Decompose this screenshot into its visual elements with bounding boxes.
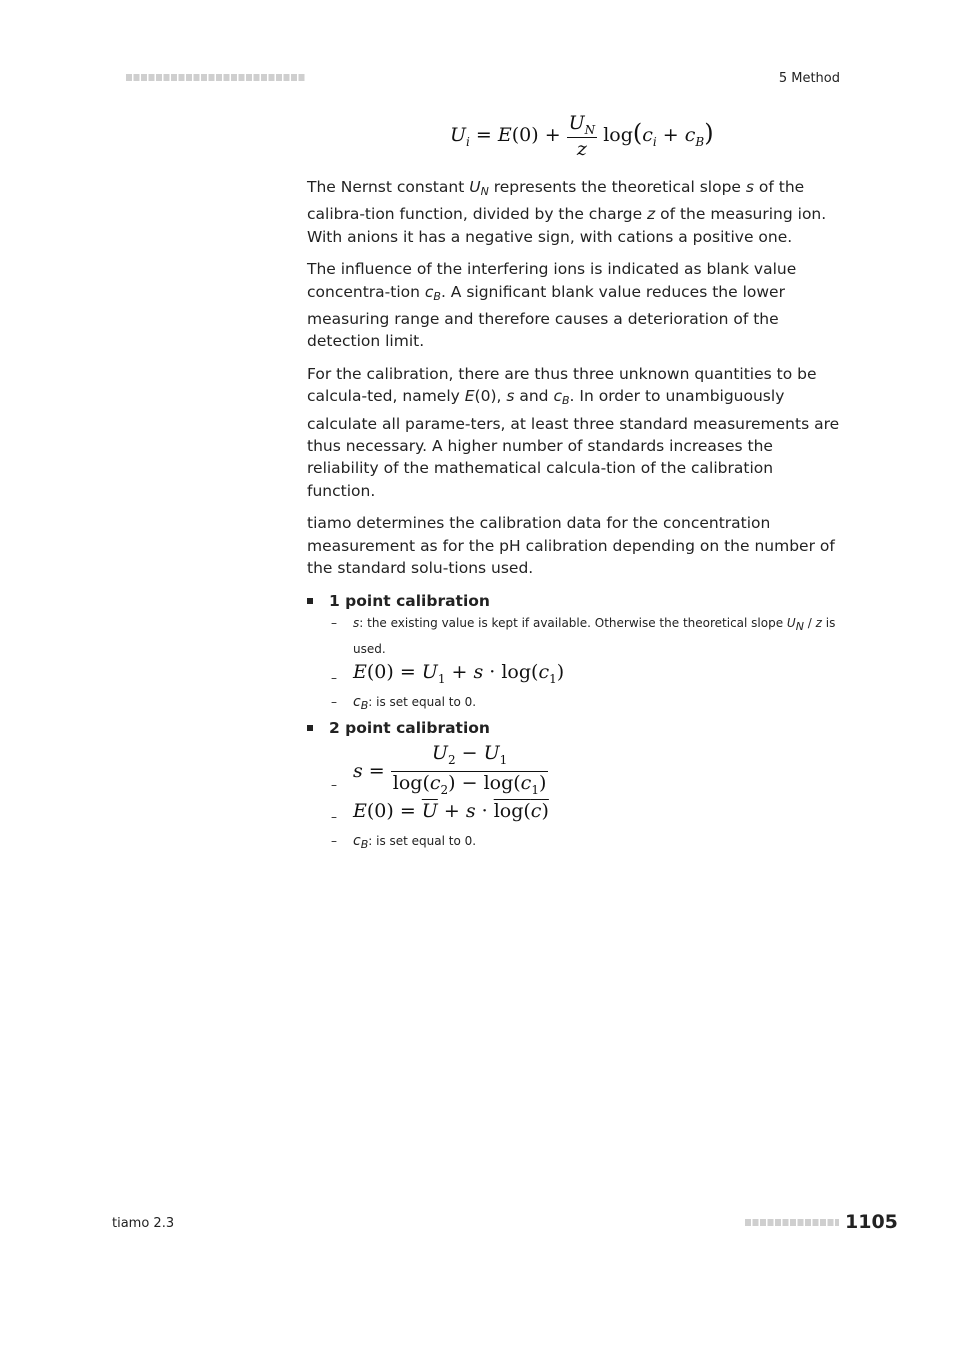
dash-icon: – <box>331 809 337 824</box>
paragraph-tiamo: tiamo determines the calibration data for the concentration measurement as for the pH calibration depending on the number of the standard solu-tions used. <box>307 514 835 578</box>
bullet-icon <box>307 725 313 731</box>
paragraph-calibration: For the calibration, there are thus three unknown quantities to be calcula-ted, namely E(0), s and cB. In order to unambiguously calculate all parame-ters, at least three standard measurements are thus necessary. A higher number of standards increases the reliability of the mathematical calcula-tion of the calibration function. <box>307 364 840 500</box>
equation-e0-two-point: $E(0) = \overline{U} + s \cdot \log(c)$ <box>353 799 549 822</box>
body-content <box>307 176 842 856</box>
nernst-equation: $U_i = E(0)$ + $\frac{U_N}{z}$ $\log(c_i + c_B)$ <box>450 112 714 160</box>
header-decoration <box>126 74 306 81</box>
sub-list-item <box>307 800 842 830</box>
sub-list-item <box>307 661 842 691</box>
sub-list <box>329 740 842 856</box>
footer-product: tiamo 2.3 <box>112 1216 175 1231</box>
paragraph-interfering: The influence of the interfering ions is indicated as blank value concentra-tion cB. A significant blank value reduces the lower measuring range and therefore causes a deterioration of the detection limit. <box>307 260 797 351</box>
dash-icon: – <box>331 670 337 685</box>
list-item-title: 1 point calibration <box>329 591 490 610</box>
dash-icon: – <box>331 694 337 709</box>
sub-list-item: – s: the existing value is kept if available. Otherwise the theoretical slope UN / z is used. <box>307 612 842 661</box>
calibration-list <box>307 590 842 856</box>
sub-list <box>329 612 842 717</box>
dash-icon: – <box>331 833 337 848</box>
bullet-icon <box>307 598 313 604</box>
equation-e0-one-point: $E(0) = U_1 + s \cdot \log(c_1)$ <box>353 660 565 686</box>
equation-slope: s = $\frac{U_2 - U_1}{\log(c_2) - \log(c_1)}$ <box>353 742 548 802</box>
footer-decoration <box>745 1219 839 1226</box>
sub-list-item <box>307 740 842 800</box>
sub-list-item: – cB: is set equal to 0. <box>307 830 842 856</box>
list-item <box>307 717 842 856</box>
paragraph-nernst: The Nernst constant UN represents the theoretical slope s of the calibra-tion function, divided by the charge z of the measuring ion. With anions it has a negative sign, with cations a positive one. <box>307 178 827 246</box>
list-item-title: 2 point calibration <box>329 719 490 738</box>
list-item <box>307 590 842 718</box>
dash-icon: – <box>331 777 337 792</box>
dash-icon: – <box>331 615 337 630</box>
section-title: 5 Method <box>778 71 840 86</box>
sub-list-item: – cB: is set equal to 0. <box>307 691 842 717</box>
page-number: 1105 <box>845 1211 898 1233</box>
